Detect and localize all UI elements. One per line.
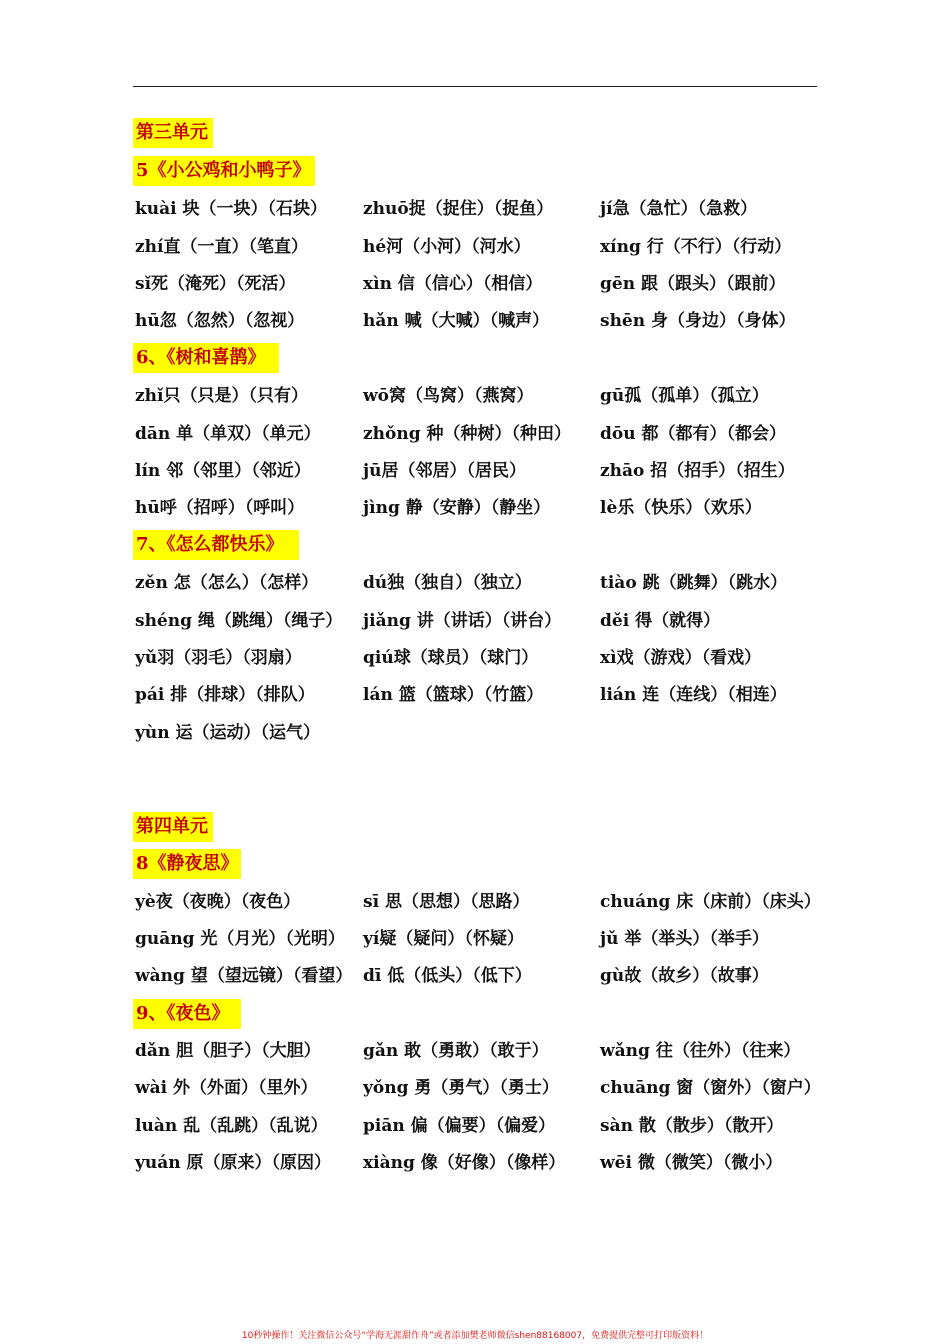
word-entry: wō窝（鸟窝）（燕窝） — [363, 386, 534, 406]
word-entry: chuáng 床（床前）（床头） — [600, 892, 821, 912]
word-entry: lián 连（连线）（相连） — [600, 685, 787, 705]
word-entry: gǎn 敢（勇敢）（敢于） — [363, 1041, 549, 1061]
word-entry: yùn 运（运动）（运气） — [135, 723, 321, 743]
word-entry: jí急（急忙）（急救） — [600, 199, 758, 219]
top-rule — [133, 86, 817, 87]
word-entry: lín 邻（邻里）（邻近） — [135, 461, 311, 481]
word-entry: wài 外（外面）（里外） — [135, 1078, 318, 1098]
word-entry: dī 低（低头）（低下） — [363, 966, 532, 986]
word-entry: wàng 望（望远镜）（看望） — [135, 966, 353, 986]
word-entry: hū呼（招呼）（呼叫） — [135, 498, 305, 518]
word-entry: shéng 绳（跳绳）（绳子） — [135, 611, 343, 631]
lesson7-title: 7、《怎么都快乐》 — [133, 530, 299, 560]
word-entry: wǎng 往（往外）（往来） — [600, 1041, 801, 1061]
word-entry: jiǎng 讲（讲话）（讲台） — [363, 611, 562, 631]
word-entry: lán 篮（篮球）（竹篮） — [363, 685, 544, 705]
word-entry: sàn 散（散步）（散开） — [600, 1116, 784, 1136]
word-entry: wēi 微（微笑）（微小） — [600, 1153, 783, 1173]
lesson6-title: 6、《树和喜鹊》 — [133, 343, 279, 373]
word-entry: yǒng 勇（勇气）（勇士） — [363, 1078, 559, 1098]
word-entry: dōu 都（都有）（都会） — [600, 424, 787, 444]
word-entry: shēn 身（身边）（身体） — [600, 311, 796, 331]
word-entry: yè夜（夜晚）（夜色） — [135, 892, 301, 912]
word-entry: yǔ羽（羽毛）（羽扇） — [135, 648, 302, 668]
word-entry: zhí直（一直）（笔直） — [135, 237, 308, 257]
word-entry: kuài 块（一块）（石块） — [135, 199, 328, 219]
word-entry: dān 单（单双）（单元） — [135, 424, 321, 444]
word-entry: xiàng 像（好像）（像样） — [363, 1153, 566, 1173]
word-entry: dú独（独自）（独立） — [363, 573, 532, 593]
word-entry: yuán 原（原来）（原因） — [135, 1153, 332, 1173]
footer-notice: 10秒钟操作！关注微信公众号“学海无涯甜作舟”或者添加樊老师微信shen88168007，免费提供完整可打印版资料！ — [241, 1331, 709, 1341]
unit3-title: 第三单元 — [133, 118, 213, 148]
word-entry: xìn 信（信心）（相信） — [363, 274, 543, 294]
word-entry: pái 排（排球）（排队） — [135, 685, 315, 705]
lesson8-title: 8《静夜思》 — [133, 849, 241, 879]
word-entry: jìng 静（安静）（静坐） — [363, 498, 551, 518]
word-entry: hǎn 喊（大喊）（喊声） — [363, 311, 550, 331]
word-entry: tiào 跳（跳舞）（跳水） — [600, 573, 788, 593]
word-entry: děi 得（就得） — [600, 611, 721, 631]
word-entry: dǎn 胆（胆子）（大胆） — [135, 1041, 321, 1061]
word-entry: zhǐ只（只是）（只有） — [135, 386, 308, 406]
word-entry: chuāng 窗（窗外）（窗户） — [600, 1078, 821, 1098]
word-entry: piān 偏（偏要）（偏爱） — [363, 1116, 556, 1136]
lesson5-title: 5《小公鸡和小鸭子》 — [133, 156, 315, 186]
word-entry: guāng 光（月光）（光明） — [135, 929, 345, 949]
word-entry: jǔ 举（举头）（举手） — [600, 929, 769, 949]
word-entry: jū居（邻居）（居民） — [363, 461, 527, 481]
word-entry: gù故（故乡）（故事） — [600, 966, 769, 986]
unit4-title: 第四单元 — [133, 812, 213, 842]
word-entry: zhǒng 种（种树）（种田） — [363, 424, 572, 444]
word-entry: gēn 跟（跟头）（跟前） — [600, 274, 786, 294]
word-entry: gū孤（孤单）（孤立） — [600, 386, 769, 406]
word-entry: zěn 怎（怎么）（怎样） — [135, 573, 319, 593]
word-entry: xì戏（游戏）（看戏） — [600, 648, 762, 668]
word-entry: sǐ死（淹死）（死活） — [135, 274, 296, 294]
word-entry: yí疑（疑问）（怀疑） — [363, 929, 524, 949]
word-entry: qiú球（球员）（球门） — [363, 648, 539, 668]
word-entry: hū忽（忽然）（忽视） — [135, 311, 305, 331]
word-entry: lè乐（快乐）（欢乐） — [600, 498, 762, 518]
word-entry: zhāo 招（招手）（招生） — [600, 461, 795, 481]
word-entry: xíng 行（不行）（行动） — [600, 237, 792, 257]
word-entry: zhuō捉（捉住）（捉鱼） — [363, 199, 554, 219]
word-entry: hé河（小河）（河水） — [363, 237, 531, 257]
word-entry: luàn 乱（乱跳）（乱说） — [135, 1116, 328, 1136]
word-entry: sī 思（思想）（思路） — [363, 892, 530, 912]
lesson9-title: 9、《夜色》 — [133, 999, 241, 1029]
